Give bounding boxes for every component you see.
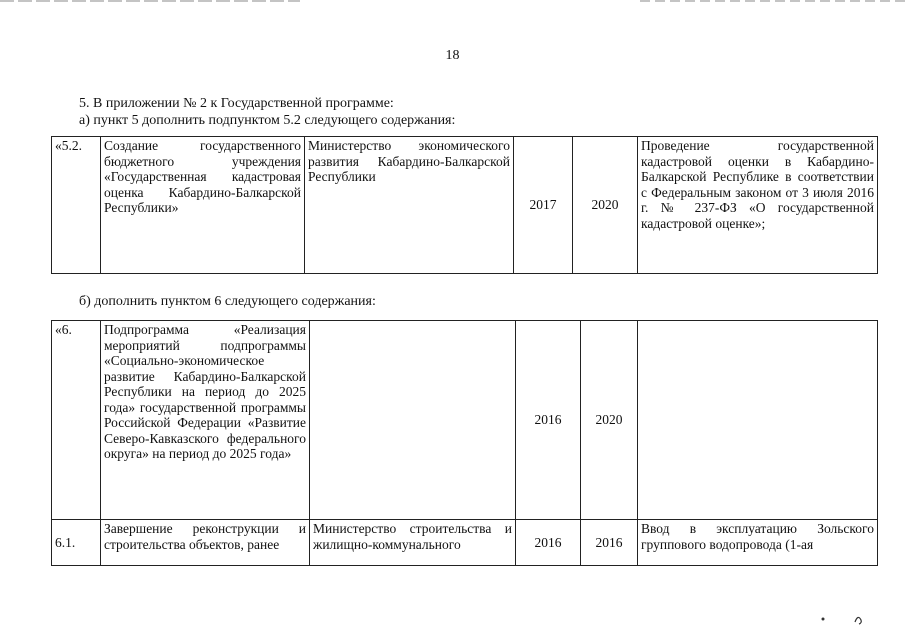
cell-executor: Министерство строительства и жилищно-коммунального	[310, 520, 516, 566]
cell-name: Завершение реконструкции и строительства объектов, ранее	[101, 520, 310, 566]
paragraph-item-b: б) дополнить пунктом 6 следующего содержания:	[79, 294, 376, 309]
cell-result: Проведение государственной кадастровой оценки в Кабардино-Балкарской Республике в соответствии с Федеральным законом от 3 июля 2016 г. № 237-ФЗ «О государственной кадастровой оценке»;	[638, 137, 878, 274]
cell-number: 6.1.	[52, 520, 101, 566]
cell-name: Подпрограмма «Реализация мероприятий подпрограммы «Социально-экономическое развитие Кабардино-Балкарской Республики на период до 2025 года» государственной программы Российской Федерации «Развитие Северо-Кавказского федерального округа» на период до 2025 года»	[101, 321, 310, 520]
cell-number: «6.	[52, 321, 101, 520]
page-number: 18	[445, 48, 460, 63]
scan-marks	[815, 612, 875, 626]
top-edge-marks	[0, 0, 905, 4]
table-item-6	[51, 320, 878, 566]
cell-number: «5.2.	[52, 137, 101, 274]
cell-name: Создание государственного бюджетного учреждения «Государственная кадастровая оценка Кабардино-Балкарской Республики»	[101, 137, 305, 274]
cell-start-year: 2016	[516, 321, 581, 520]
cell-executor: Министерство экономического развития Кабардино-Балкарской Республики	[305, 137, 514, 274]
table-row	[52, 520, 878, 566]
cell-result: Ввод в эксплуатацию Зольского группового водопровода (1-ая	[638, 520, 878, 566]
cell-start-year: 2017	[514, 137, 573, 274]
cell-result	[638, 321, 878, 520]
table-row	[52, 321, 878, 520]
cell-start-year: 2016	[516, 520, 581, 566]
cell-executor	[310, 321, 516, 520]
paragraph-item-a: а) пункт 5 дополнить подпунктом 5.2 следующего содержания:	[79, 113, 456, 128]
table-row	[52, 137, 878, 274]
cell-end-year: 2020	[573, 137, 638, 274]
cell-end-year: 2020	[581, 321, 638, 520]
cell-end-year: 2016	[581, 520, 638, 566]
table-item-5-2	[51, 136, 878, 274]
paragraph-appendix: 5. В приложении № 2 к Государственной программе:	[79, 96, 394, 111]
